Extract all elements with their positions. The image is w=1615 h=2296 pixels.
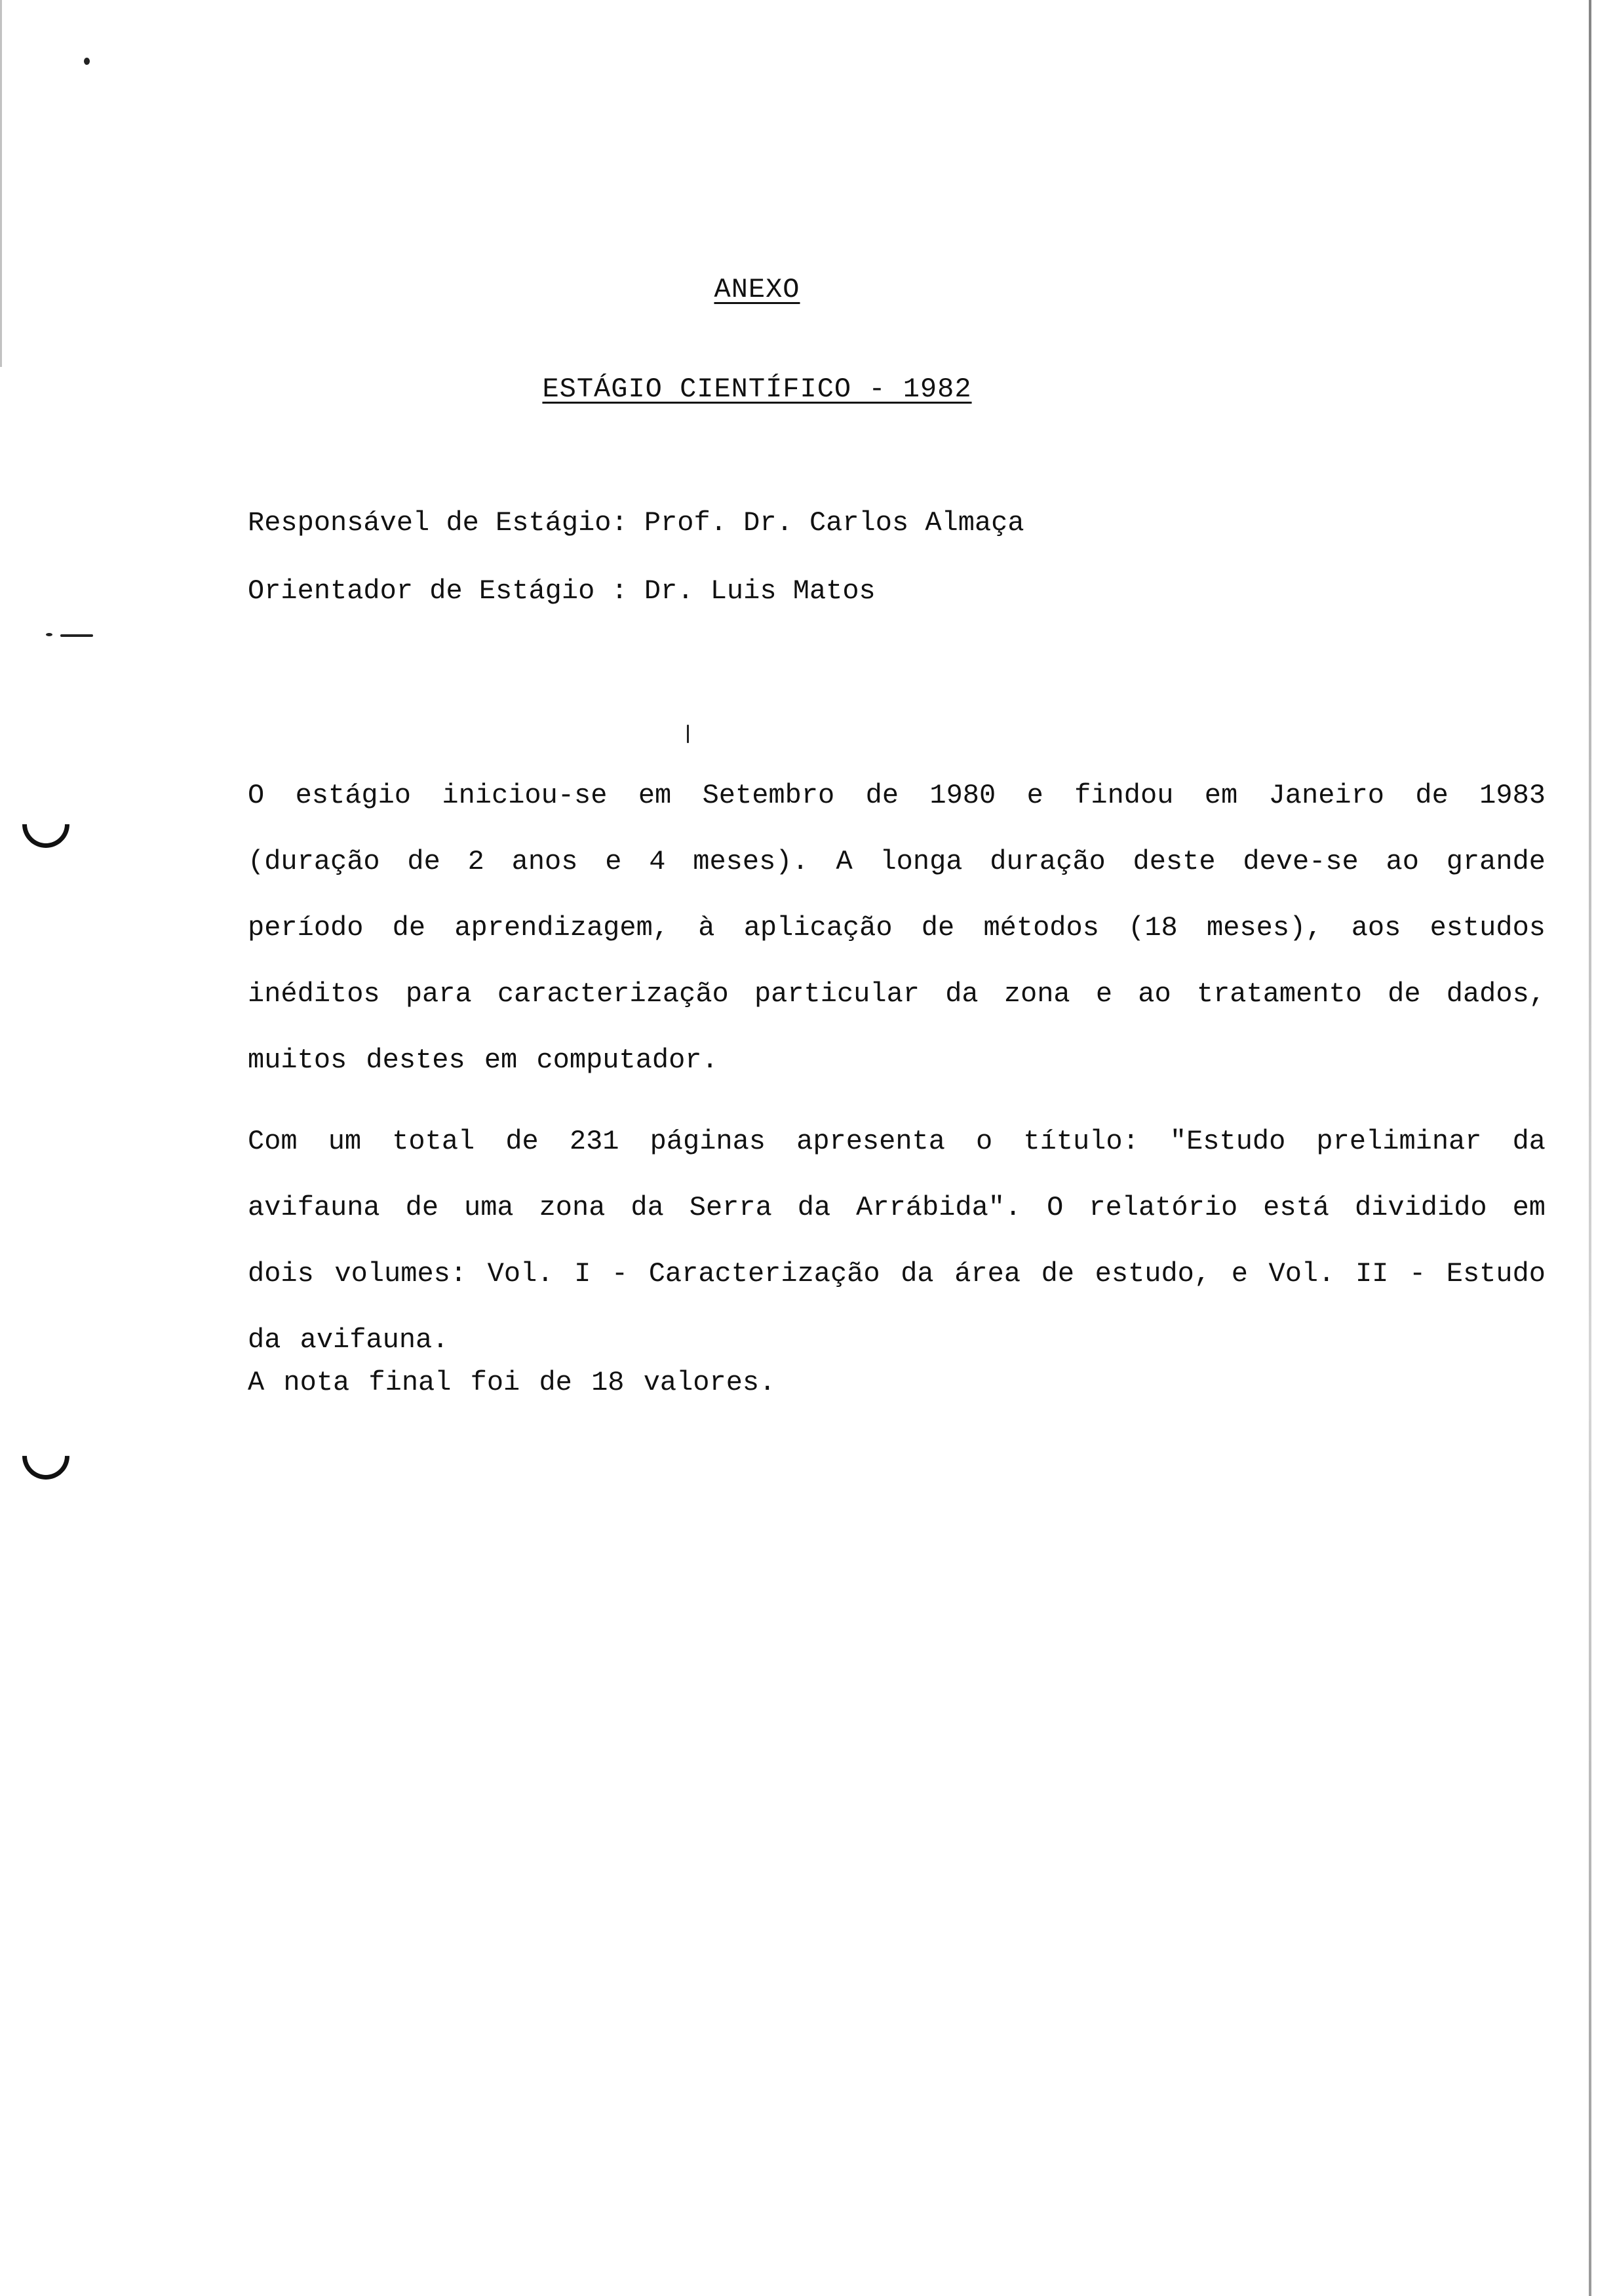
scan-speck bbox=[46, 633, 52, 636]
heading-annex-text: ANEXO bbox=[714, 274, 800, 305]
heading-stage bbox=[0, 373, 1514, 405]
scan-edge-right bbox=[1589, 0, 1591, 2296]
punch-hole-mark bbox=[12, 791, 79, 858]
paragraph-report: Com um total de 231 páginas apresenta o título: "Estudo preliminar da avifauna de uma zona da Serra da Arrábida". O relatório está dividido em dois volumes: Vol. I - Caracterização da área de estudo, e Vol. II - Estudo da avifauna. bbox=[248, 1126, 1546, 1356]
heading-stage-text: ESTÁGIO CIENTÍFICO - 1982 bbox=[542, 373, 972, 405]
advisor-line: Orientador de Estágio : Dr. Luis Matos bbox=[248, 575, 876, 607]
scan-speck bbox=[84, 58, 90, 65]
paragraph-final-grade: A nota final foi de 18 valores. bbox=[248, 1367, 776, 1398]
punch-hole-mark bbox=[12, 1423, 79, 1489]
paragraph-duration: O estágio iniciou-se em Setembro de 1980 e findou em Janeiro de 1983 (duração de 2 anos e 4 meses). A longa duração deste deve-se ao grande período de aprendizagem, à aplicação de métodos (18 meses), aos estudos inéditos para caracterização particular da zona e ao tratamento de dados, muitos destes em computador. bbox=[248, 780, 1546, 1076]
responsible-line: Responsável de Estágio: Prof. Dr. Carlos Almaça bbox=[248, 507, 1024, 539]
scan-speck bbox=[687, 725, 689, 743]
heading-annex bbox=[0, 274, 1514, 305]
scan-speck bbox=[60, 634, 93, 637]
scan-edge-left bbox=[0, 0, 2, 367]
